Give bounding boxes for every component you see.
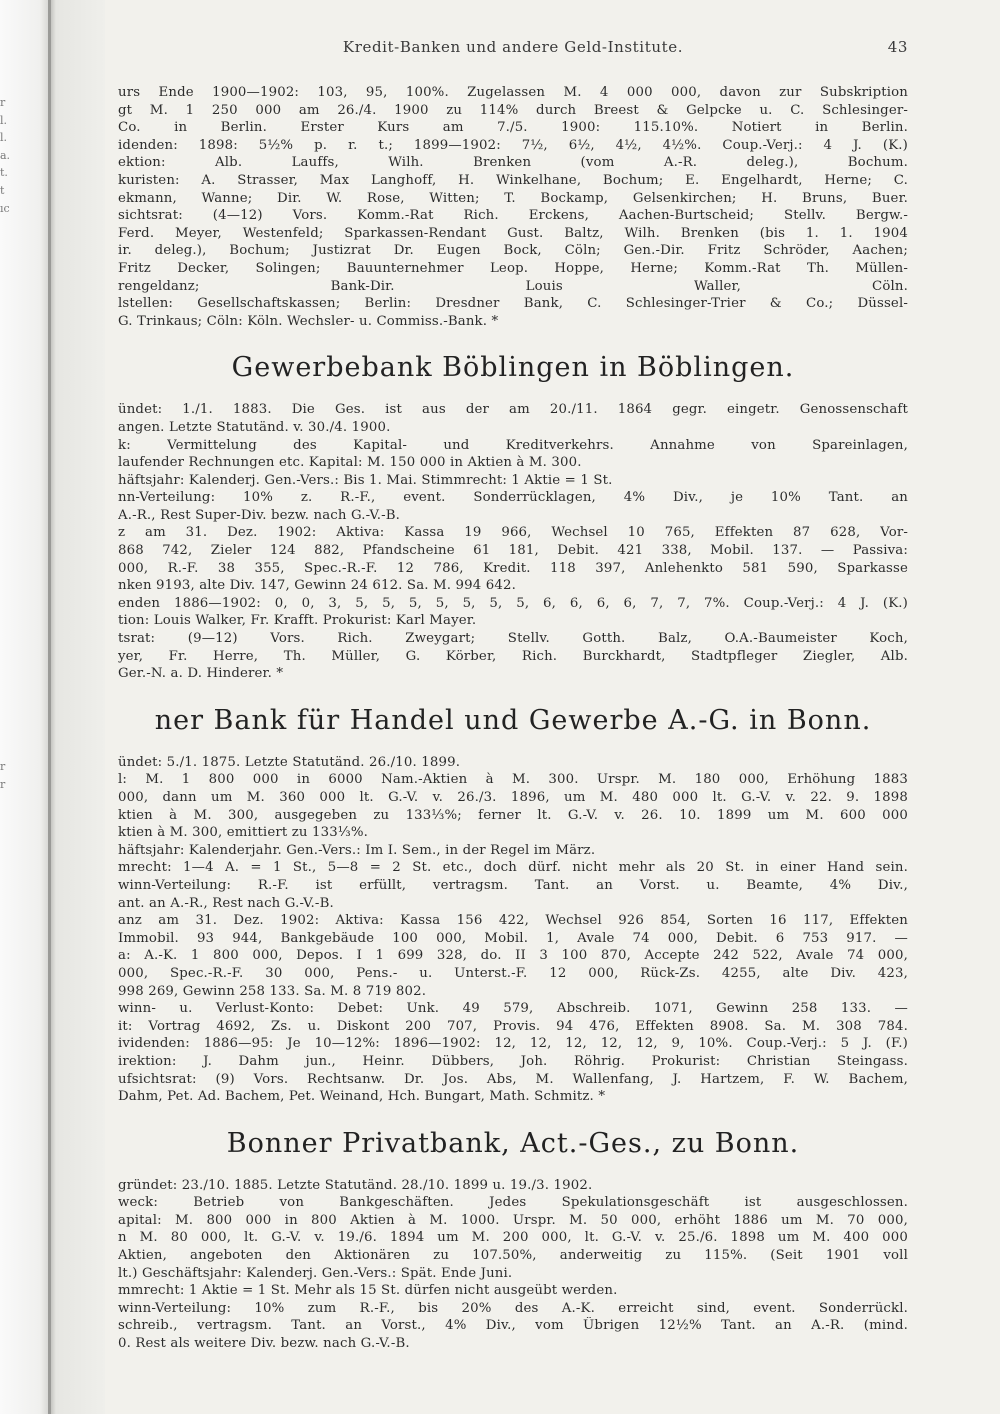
text-line: weck: Betrieb von Bankgeschäften. Jedes Spekulationsgeschäft ist ausgeschlossen. — [118, 1195, 908, 1211]
text-line: mrecht: 1—4 A. = 1 St., 5—8 = 2 St. etc., doch dürf. nicht mehr als 20 St. in einer Hand sein. — [118, 860, 908, 876]
text-line: ktien à M. 300, ausgegeben zu 133⅓%; ferner lt. G.-V. v. 26. 10. 1899 um M. 600 000 — [118, 807, 908, 823]
text-line: irektion: J. Dahm jun., Heinr. Dübbers, Joh. Röhrig. Prokurist: Christian Steingass. — [118, 1053, 908, 1069]
text-line: idenden: 1898: 5½% p. r. t.; 1899—1902: 7½, 6½, 4½, 4½%. Coup.-Verj.: 4 J. (K.) — [118, 137, 908, 153]
text-line: Fritz Decker, Solingen; Bauunternehmer Leop. Hoppe, Herne; Komm.-Rat Th. Müllen- — [118, 260, 908, 276]
left-margin-fragments-lower — [0, 760, 104, 795]
page-number: 43 — [887, 38, 908, 56]
text-line: laufender Rechnungen etc. Kapital: M. 150 000 in Aktien à M. 300. — [118, 455, 582, 471]
margin-fragment: a. — [0, 148, 11, 162]
section-heading-bonner-privatbank: Bonner Privatbank, Act.-Ges., zu Bonn. — [226, 1127, 800, 1159]
margin-fragment: t — [0, 183, 5, 197]
text-line: A.-R., Rest Super-Div. bezw. nach G.-V.-B. — [118, 507, 401, 523]
text-line: 000, R.-F. 38 355, Spec.-R.-F. 12 786, Kredit. 118 397, Anlehenkto 581 590, Sparkasse — [118, 560, 908, 576]
text-line: rengeldanz; Bank-Dir. Louis Waller, Cöln. — [118, 278, 908, 294]
margin-fragment: l. — [0, 131, 8, 145]
text-line: lt.) Geschäftsjahr: Kalenderj. Gen.-Vers.: Spät. Ende Juni. — [118, 1265, 513, 1281]
text-line: apital: M. 800 000 in 800 Aktien à M. 1000. Urspr. M. 50 000, erhöht 1886 um M. 70 000, — [118, 1212, 908, 1228]
text-line: angen. Letzte Statutänd. v. 30./4. 1900. — [118, 419, 391, 435]
text-line: schreib., vertragsm. Tant. an Vorst., 4% Div., vom Übrigen 12½% Tant. an A.-R. (mind. — [118, 1318, 908, 1334]
margin-fragment: l. — [0, 113, 8, 127]
text-line: mmrecht: 1 Aktie = 1 St. Mehr als 15 St. dürfen nicht ausgeübt werden. — [118, 1283, 618, 1299]
text-line: Aktien, angeboten den Aktionären zu 107.50%, anderweitig zu 115%. (Seit 1901 voll — [118, 1248, 908, 1264]
book-page — [118, 38, 908, 1353]
text-line: 0. Rest als weitere Div. bezw. nach G.-V.-B. — [118, 1336, 410, 1352]
text-line: it: Vortrag 4692, Zs. u. Diskont 200 707, Provis. 94 476, Effekten 8908. Sa. M. 308 784. — [118, 1018, 908, 1034]
margin-fragment: r — [0, 777, 6, 791]
text-line: Dahm, Pet. Ad. Bachem, Pet. Weinand, Hch. Bungart, Math. Schmitz. * — [118, 1089, 606, 1105]
text-line: 998 269, Gewinn 258 133. Sa. M. 8 719 802. — [118, 983, 427, 999]
text-line: 868 742, Zieler 124 882, Pfandscheine 61 181, Debit. 421 338, Mobil. 137. — Passiva: — [118, 543, 908, 559]
margin-fragment: t. — [0, 166, 8, 180]
text-line: G. Trinkaus; Cöln: Köln. Wechsler- u. Commiss.-Bank. * — [118, 313, 499, 329]
left-margin-fragments — [0, 96, 104, 219]
text-line: ündet: 1./1. 1883. Die Ges. ist aus der am 20./11. 1864 gegr. eingetr. Genossenschaft — [118, 402, 908, 418]
text-line: anz am 31. Dez. 1902: Aktiva: Kassa 156 422, Wechsel 926 854, Sorten 16 117, Effekten — [118, 913, 908, 929]
margin-fragment: r — [0, 96, 6, 109]
text-line: ividenden: 1886—95: Je 10—12%: 1896—1902: 12, 12, 12, 12, 12, 9, 10%. Coup.-Verj.: 5 J. (F.) — [118, 1036, 908, 1052]
text-line: ufsichtsrat: (9) Vors. Rechtsanw. Dr. Jos. Abs, M. Wallenfang, J. Hartzem, F. W. Bachem, — [118, 1071, 908, 1087]
text-line: Co. in Berlin. Erster Kurs am 7./5. 1900: 115.10%. Notiert in Berlin. — [118, 120, 908, 136]
text-line: ir. deleg.), Bochum; Justizrat Dr. Eugen Bock, Cöln; Gen.-Dir. Fritz Schröder, Aachen; — [118, 243, 908, 259]
entry-gewerbebank-boeblingen — [118, 401, 908, 683]
text-line: z am 31. Dez. 1902: Aktiva: Kassa 19 966, Wechsel 10 765, Effekten 87 628, Vor- — [118, 525, 908, 541]
text-line: n M. 80 000, lt. G.-V. v. 19./6. 1894 um M. 200 000, lt. G.-V. v. 25./6. 1898 um M. 400 000 — [118, 1230, 908, 1246]
margin-fragment: ıc — [0, 201, 10, 215]
text-line: ektion: Alb. Lauffs, Wilh. Brenken (vom A.-R. deleg.), Bochum. — [118, 155, 908, 171]
text-line: ekmann, Wanne; Dir. W. Rose, Witten; T. Bockamp, Gelsenkirchen; H. Bruns, Buer. — [118, 190, 908, 206]
text-line: winn- u. Verlust-Konto: Debet: Unk. 49 579, Abschreib. 1071, Gewinn 258 133. — — [118, 1001, 908, 1017]
text-line: lstellen: Gesellschaftskassen; Berlin: Dresdner Bank, C. Schlesinger-Trier & Co.; Düssel- — [118, 296, 908, 312]
text-line: Immobil. 93 944, Bankgebäude 100 000, Mobil. 1, Avale 74 000, Debit. 6 753 917. — — [118, 930, 908, 946]
running-title: Kredit-Banken und andere Geld-Institute. — [342, 38, 684, 56]
text-line: tion: Louis Walker, Fr. Krafft. Prokurist: Karl Mayer. — [118, 613, 477, 629]
text-line: ktien à M. 300, emittiert zu 133⅓%. — [118, 825, 369, 841]
text-line: winn-Verteilung: R.-F. ist erfüllt, vertragsm. Tant. an Vorst. u. Beamte, 4% Div., — [118, 877, 908, 893]
entry-bonner-bank-handel-gewerbe — [118, 754, 908, 1106]
text-line: gt M. 1 250 000 am 26./4. 1900 zu 114% durch Breest & Gelpcke u. C. Schlesinger- — [118, 102, 908, 118]
text-line: sichtsrat: (4—12) Vors. Komm.-Rat Rich. Erckens, Aachen-Burtscheid; Stellv. Bergw.- — [118, 208, 908, 224]
text-line: winn-Verteilung: 10% zum R.-F., bis 20% des A.-K. erreicht sind, event. Sonderrückl. — [118, 1300, 908, 1316]
text-line: 000, dann um M. 360 000 lt. G.-V. v. 26./3. 1896, um M. 480 000 lt. G.-V. v. 22. 9. 1898 — [118, 790, 908, 805]
section-heading-gewerbebank-boeblingen: Gewerbebank Böblingen in Böblingen. — [231, 352, 795, 384]
text-line: 000, Spec.-R.-F. 30 000, Pens.- u. Unterst.-F. 12 000, Rück-Zs. 4255, alte Div. 423, — [118, 965, 908, 981]
text-line: a: A.-K. 1 800 000, Depos. I 1 699 328, do. II 3 100 870, Accepte 242 522, Avale 74 000, — [118, 948, 908, 964]
text-line: k: Vermittelung des Kapital- und Kreditverkehrs. Annahme von Spareinlagen, — [118, 437, 908, 453]
entry-bonner-privatbank — [118, 1177, 908, 1353]
running-head — [118, 38, 908, 60]
entry-continued — [118, 84, 908, 330]
text-line: nn-Verteilung: 10% z. R.-F., event. Sonderrücklagen, 4% Div., je 10% Tant. an — [118, 490, 908, 506]
margin-fragment: r — [0, 760, 6, 773]
text-line: yer, Fr. Herre, Th. Müller, G. Körber, Rich. Burckhardt, Stadtpfleger Ziegler, Alb. — [118, 648, 908, 664]
text-line: urs Ende 1900—1902: 103, 95, 100%. Zugelassen M. 4 000 000, davon zur Subskription — [118, 85, 908, 100]
text-line: häftsjahr: Kalenderjahr. Gen.-Vers.: Im I. Sem., in der Regel im März. — [118, 842, 596, 858]
text-line: Ferd. Meyer, Westenfeld; Sparkassen-Rendant Gust. Baltz, Wilh. Brenken (bis 1. 1. 1904 — [118, 225, 908, 241]
text-line: tsrat: (9—12) Vors. Rich. Zweygart; Stellv. Gotth. Balz, O.A.-Baumeister Koch, — [118, 631, 908, 647]
text-line: nken 9193, alte Div. 147, Gewinn 24 612. Sa. M. 994 642. — [118, 578, 516, 594]
text-line: häftsjahr: Kalenderj. Gen.-Vers.: Bis 1. Mai. Stimmrecht: 1 Aktie = 1 St. — [118, 472, 613, 488]
text-line: enden 1886—1902: 0, 0, 3, 5, 5, 5, 5, 5, 5, 5, 6, 6, 6, 6, 7, 7, 7%. Coup.-Verj.: 4 J. (K.) — [118, 595, 908, 611]
text-line: Ger.-N. a. D. Hinderer. * — [118, 666, 284, 682]
text-line: ant. an A.-R., Rest nach G.-V.-B. — [118, 895, 334, 911]
text-line: gründet: 23./10. 1885. Letzte Statutänd. 28./10. 1899 u. 19./3. 1902. — [118, 1177, 593, 1193]
text-line: kuristen: A. Strasser, Max Langhoff, H. Winkelhane, Bochum; E. Engelhardt, Herne; C. — [118, 172, 908, 188]
section-heading-bonner-bank-handel-gewerbe: ner Bank für Handel und Gewerbe A.-G. in Bonn. — [154, 704, 872, 736]
text-line: l: M. 1 800 000 in 6000 Nam.-Aktien à M. 300. Urspr. M. 180 000, Erhöhung 1883 — [118, 772, 908, 788]
text-line: ündet: 5./1. 1875. Letzte Statutänd. 26./10. 1899. — [118, 754, 461, 770]
